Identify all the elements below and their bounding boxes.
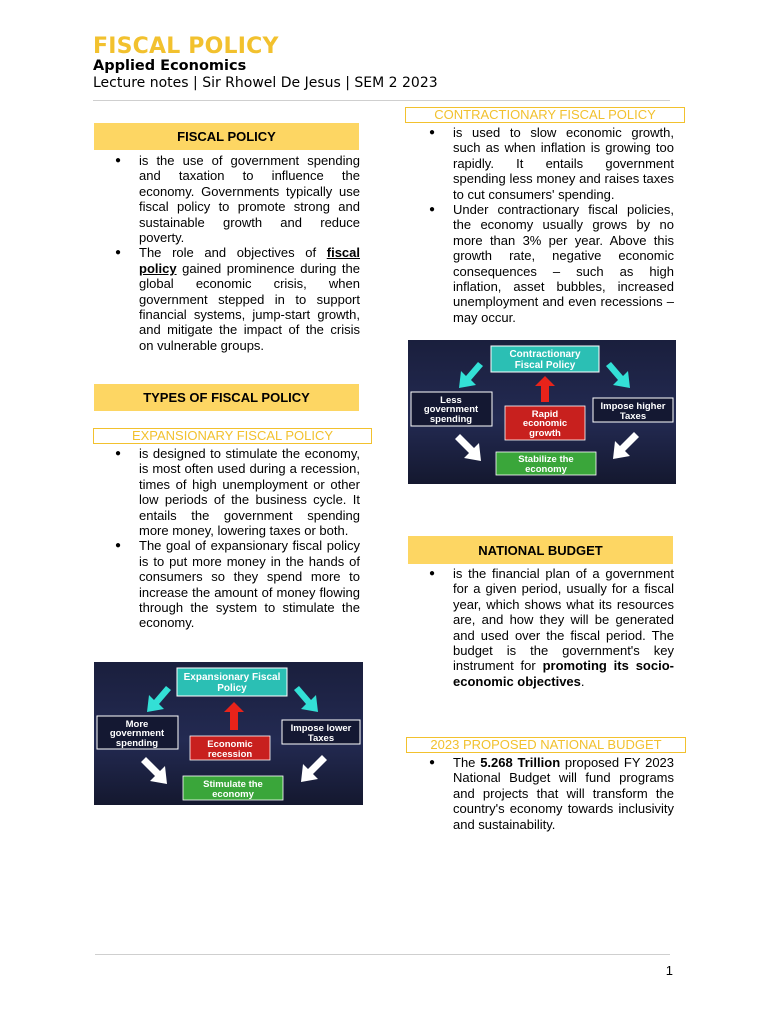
center-box-line2: economic — [522, 418, 568, 429]
contractionary-heading: CONTRACTIONARY FISCAL POLICY — [405, 107, 685, 123]
left-box-line3: spending — [429, 414, 473, 425]
national-budget-emphasis: promoting its socio-economic objectives — [453, 658, 674, 689]
list-item: ● The 5.268 Trillion proposed FY 2023 National Budget will fund programs and projects that will transform the country's economy towards inclusivity and sustainability. — [408, 755, 674, 832]
bottom-box-line2: economy — [525, 464, 567, 475]
national-budget-heading: NATIONAL BUDGET — [408, 536, 673, 564]
right-box-line1: Impose lower — [290, 723, 352, 734]
expansionary-list — [94, 446, 360, 631]
footer-divider — [95, 954, 670, 955]
center-box-line2: recession — [207, 749, 253, 760]
teal-arrow-icon — [459, 362, 483, 388]
bottom-box-line1: Stabilize the — [518, 454, 574, 465]
right-box-line2: Taxes — [619, 411, 647, 422]
up-arrow-icon — [535, 376, 555, 402]
white-arrow-icon — [301, 755, 327, 782]
fiscal-policy-heading: FISCAL POLICY — [94, 123, 359, 150]
list-item: ● The goal of expansionary fiscal policy is to put more money in the hands of consumers so they spend more to increase the amount of money flowing through the system to stimulate the economy. — [94, 538, 360, 630]
top-box-line2: Policy — [217, 683, 247, 694]
center-box-line1: Rapid — [531, 409, 559, 420]
expansionary-diagram — [94, 662, 363, 805]
document-title: FISCAL POLICY — [93, 34, 279, 59]
white-arrow-icon — [613, 432, 639, 459]
list-item: ● is the use of government spending and taxation to influence the economy. Governments typically use fiscal policy to promote strong and sustainable growth and reduce poverty. — [94, 153, 360, 245]
document-subtitle: Applied Economics — [93, 58, 247, 74]
top-box-line2: Fiscal Policy — [514, 360, 576, 371]
left-box-line1: More — [125, 719, 149, 730]
contractionary-diagram — [408, 340, 676, 484]
teal-arrow-icon — [294, 686, 318, 712]
left-box-line2: government — [109, 728, 165, 739]
top-box-line1: Expansionary Fiscal — [183, 672, 281, 683]
proposed-budget-heading: 2023 PROPOSED NATIONAL BUDGET — [406, 737, 686, 753]
bottom-box-line1: Stimulate the — [203, 779, 263, 790]
center-box-line3: growth — [529, 428, 561, 439]
white-arrow-icon — [141, 757, 167, 784]
document-notes: Lecture notes | Sir Rhowel De Jesus | SEM 2 2023 — [93, 75, 438, 91]
fiscal-policy-emphasis: fiscal policy — [139, 245, 360, 276]
left-box-line1: Less — [440, 395, 462, 406]
fiscal-policy-list — [94, 153, 360, 353]
expansionary-heading: EXPANSIONARY FISCAL POLICY — [93, 428, 372, 444]
types-heading: TYPES OF FISCAL POLICY — [94, 384, 359, 411]
list-item: ● is designed to stimulate the economy, is most often used during a recession, times of high unemployment or other low periods of the business cycle. It entails the government spending more money, lowering taxes or both. — [94, 446, 360, 538]
white-arrow-icon — [455, 434, 481, 461]
list-item: ● Under contractionary fiscal policies, the economy usually grows by no more than 3% per year. Above this growth rate, negative economic consequences – such as high inflation, asset bubbles, increased unemployment and even recessions – may occur. — [408, 202, 674, 325]
proposed-budget-list — [408, 755, 674, 832]
page-number: 1 — [665, 963, 673, 978]
bottom-box-line2: economy — [212, 789, 254, 800]
up-arrow-icon — [224, 702, 244, 730]
center-box-line1: Economic — [207, 739, 253, 750]
left-box-line2: government — [423, 404, 479, 415]
right-box-line1: Impose higher — [600, 401, 666, 412]
budget-amount: 5.268 Trillion — [480, 755, 561, 770]
header-divider — [93, 100, 670, 101]
teal-arrow-icon — [147, 686, 171, 712]
top-box-line1: Contractionary — [509, 349, 581, 360]
right-box-line2: Taxes — [307, 733, 335, 744]
left-box-line3: spending — [115, 738, 159, 749]
list-item: ● is used to slow economic growth, such as when inflation is growing too rapidly. It entails government spending less money and raises taxes to cut consumers' spending. — [408, 125, 674, 202]
teal-arrow-icon — [606, 362, 630, 388]
national-budget-list — [408, 566, 674, 689]
list-item: ● is the financial plan of a government for a given period, usually for a fiscal year, which shows what its resources are, and how they will be generated and used over the fiscal period. The budget is the government's key instrument for promoting its socio-economic objectives. — [408, 566, 674, 689]
list-item: ● The role and objectives of fiscal policy gained prominence during the global economic crisis, when government stepped in to support financial systems, jump-start growth, and mitigate the impact of the crisis on vulnerable groups. — [94, 245, 360, 353]
contractionary-list — [408, 125, 674, 325]
